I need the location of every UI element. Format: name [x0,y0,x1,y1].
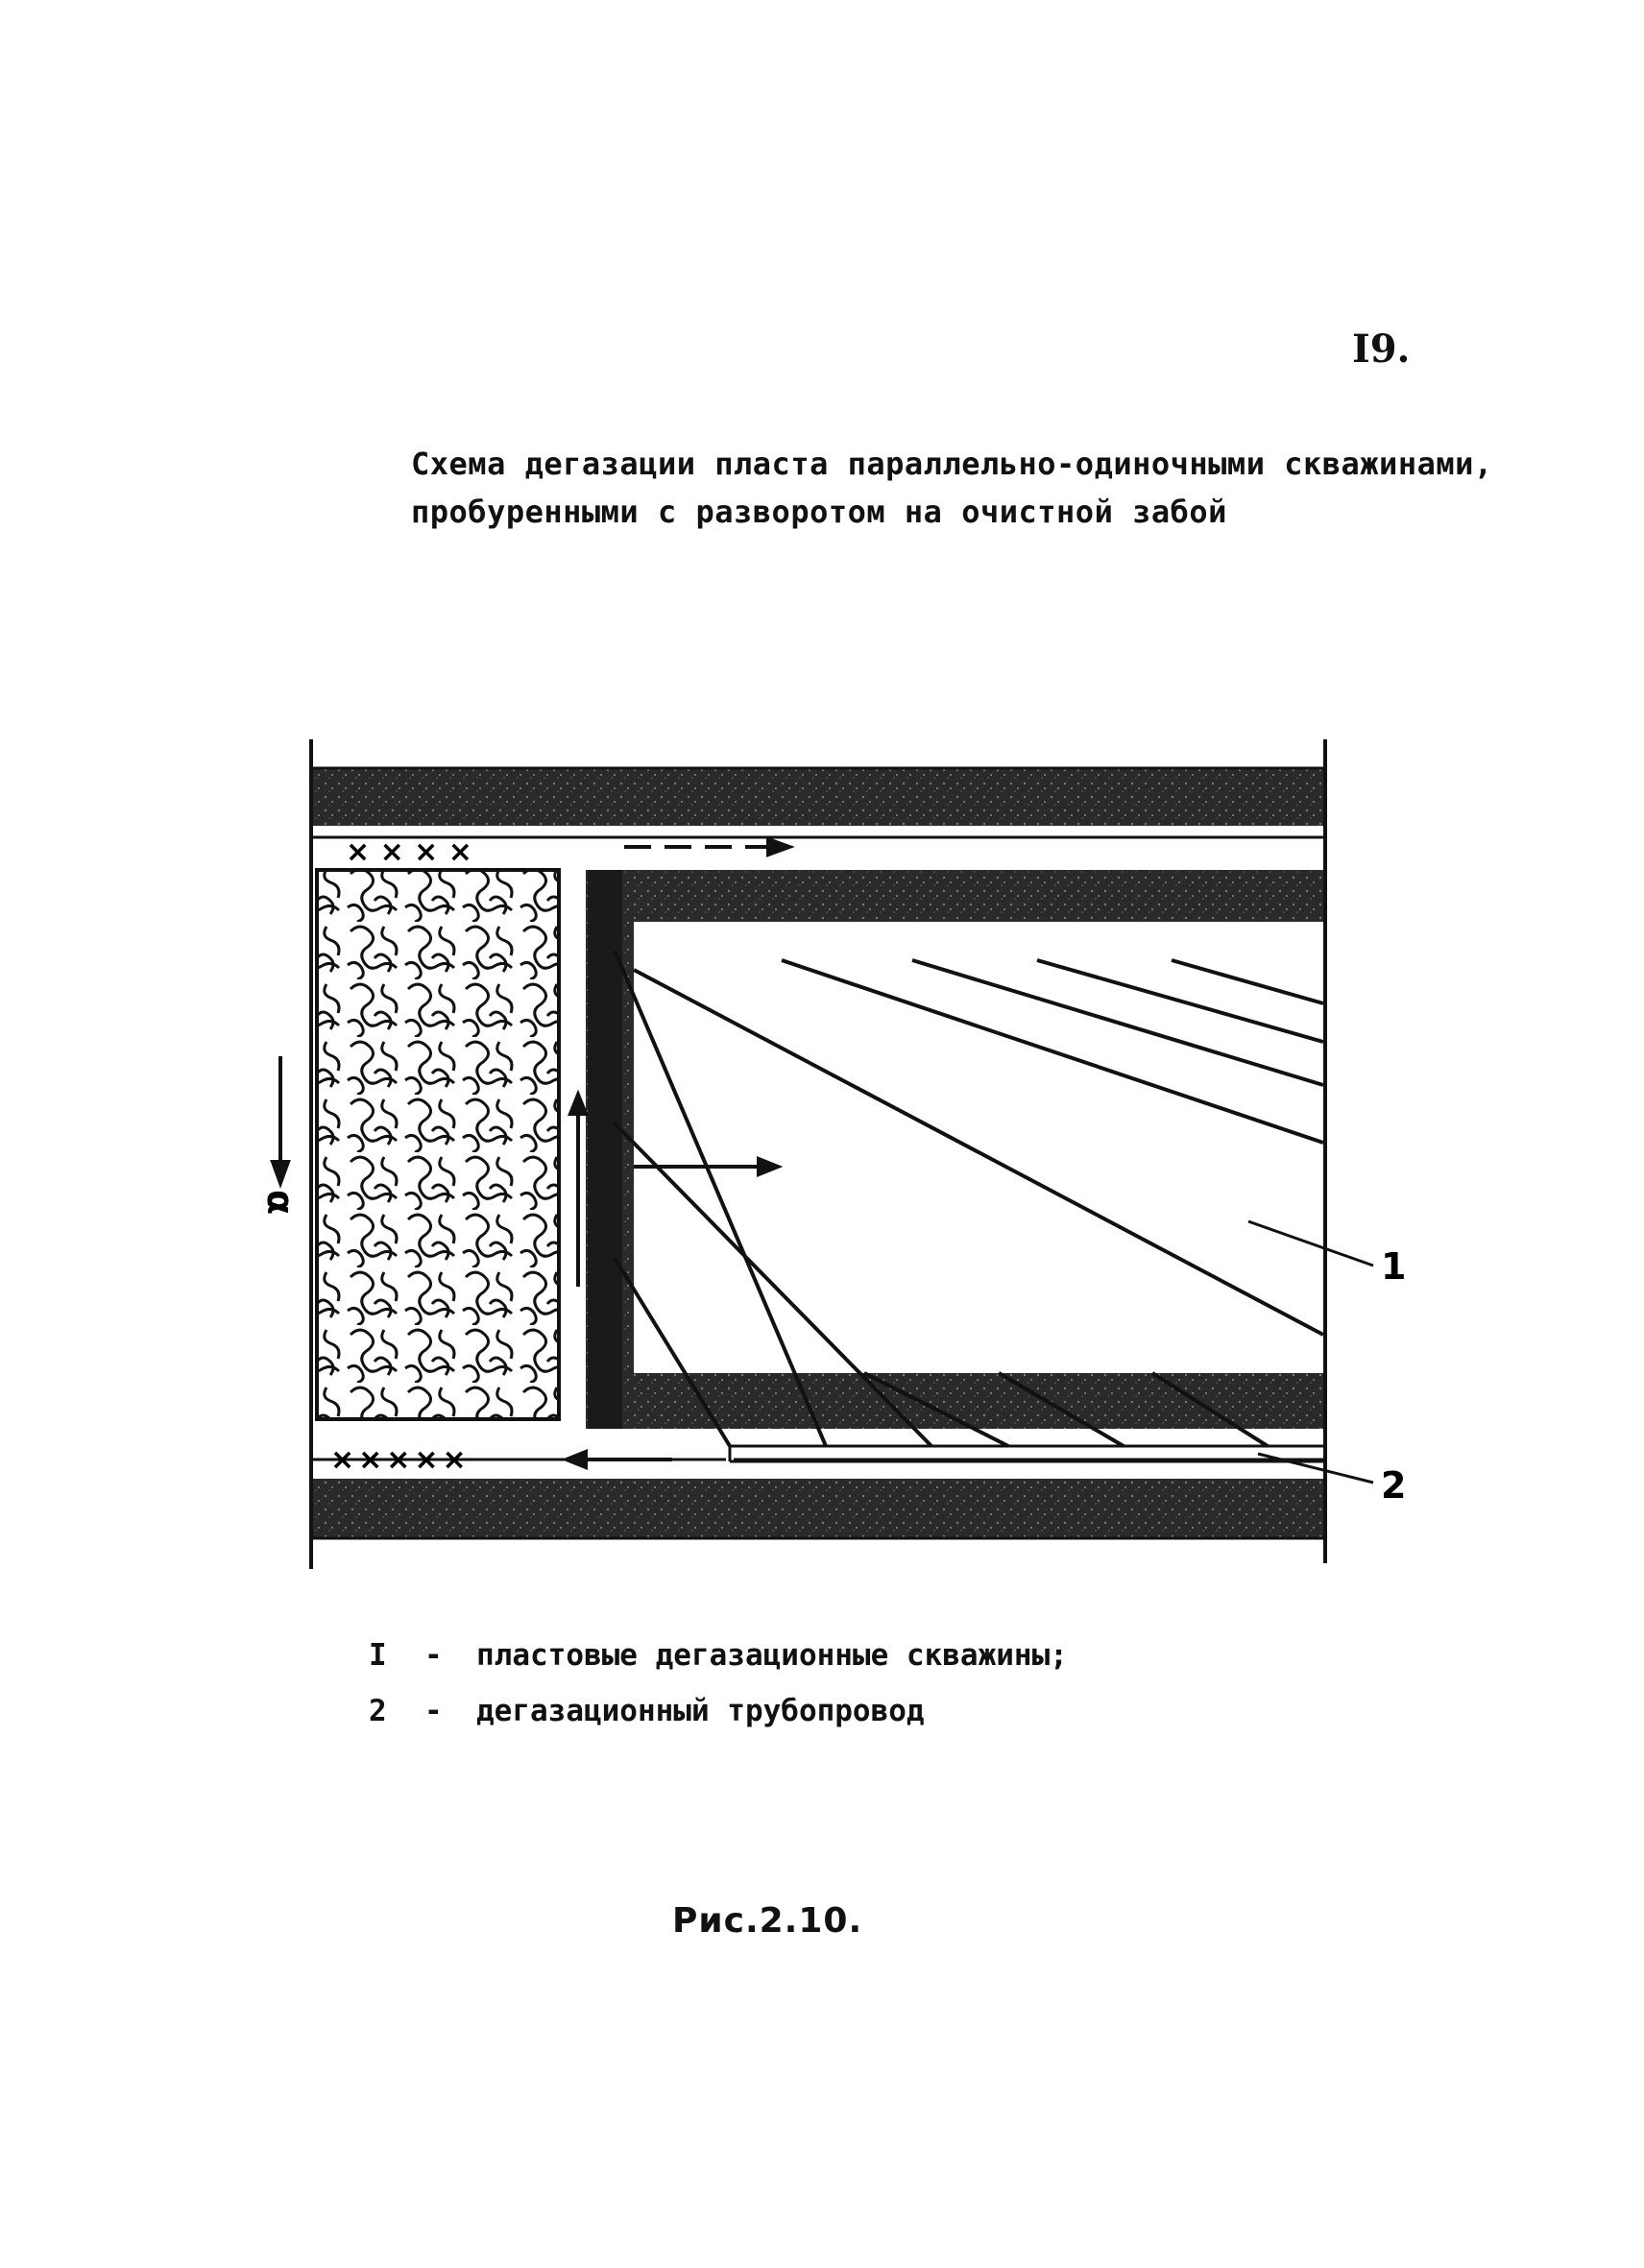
legend-text: дегазационный трубопровод [476,1694,925,1728]
top-rock-band [313,768,1323,826]
title-line-1: Схема дегазации пласта параллельно-одиночными скважинами, [411,446,1493,482]
legend-dash: - [424,1694,443,1728]
callout-1: 1 [1381,1245,1407,1288]
legend-item [369,1638,1068,1694]
legend-item [369,1694,1068,1749]
legend [369,1638,1068,1749]
legend-dash: - [424,1638,443,1673]
legend-text: пластовые дегазационные скважины; [476,1638,1068,1673]
goaf-area [317,870,559,1419]
side-label-alpha: α [259,1190,302,1216]
legend-number: I [369,1638,387,1673]
panel-interior [634,922,1323,1373]
title-line-2: пробуренными с разворотом на очистной забой [411,494,1227,530]
callout-2: 2 [1381,1464,1407,1507]
figure-caption: Рис.2.10. [672,1901,863,1941]
x-marks-top: × × × × [346,835,472,869]
legend-number: 2 [369,1694,387,1728]
x-marks-bottom: ××××× [330,1443,471,1477]
bottom-rock-band [313,1479,1323,1538]
page-number: I9. [1352,326,1411,372]
